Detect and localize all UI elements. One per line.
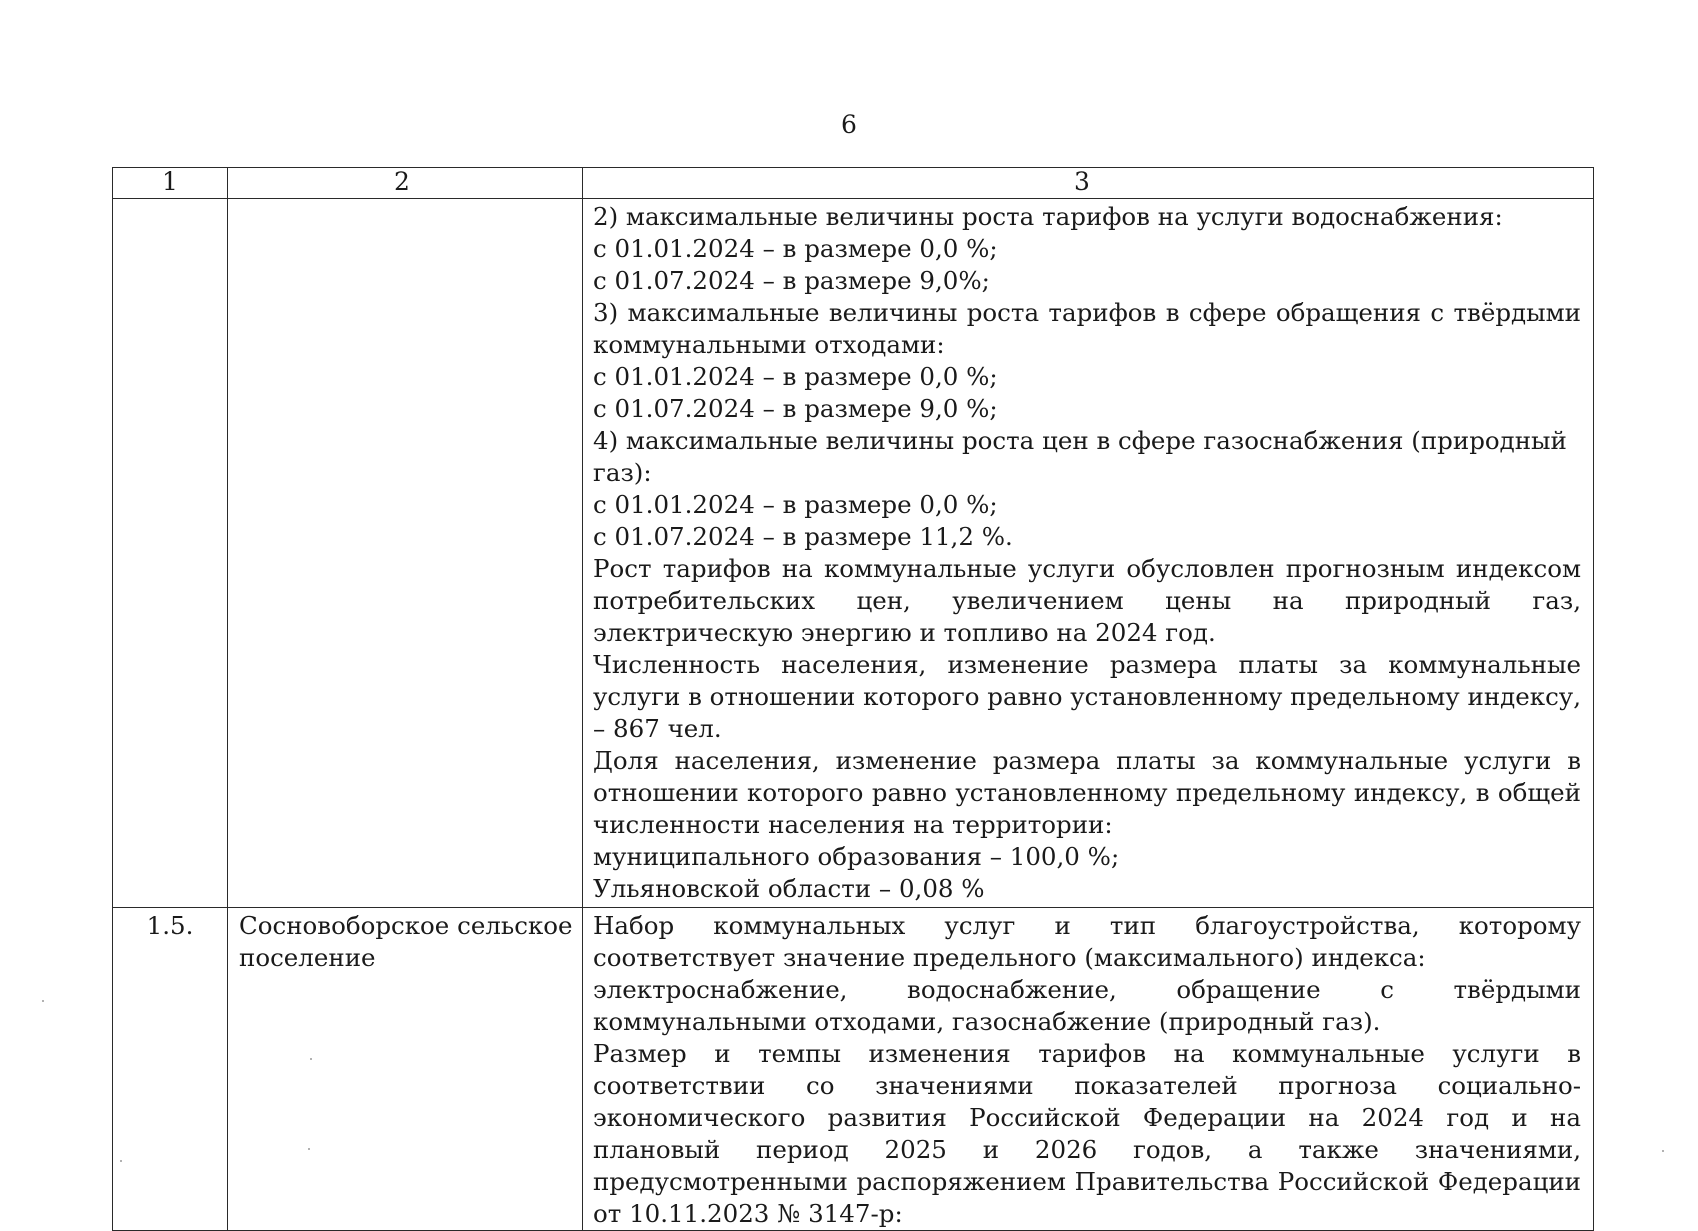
row-number-cell [113,199,228,908]
row-content-cell [583,199,1594,908]
header-col-3: 3 [583,168,1594,199]
scan-speck [42,1000,44,1002]
table-header-row [113,168,1594,199]
content-paragraph: с 01.07.2024 – в размере 9,0%; [593,266,990,295]
content-paragraph: муниципального образования – 100,0 %; [593,842,1120,871]
content-paragraph: Набор коммунальных услуг и тип благоустройства, которому соответствует значение предельного (максимального) индекса: [593,911,1581,972]
content-paragraph: с 01.07.2024 – в размере 11,2 %. [593,522,1013,551]
page-number: 6 [841,110,857,139]
scan-speck [310,1058,312,1060]
header-col-2: 2 [228,168,583,199]
scan-speck [1662,1150,1664,1152]
table-row [113,199,1594,908]
content-paragraph: Рост тарифов на коммунальные услуги обусловлен прогнозным индексом потребительских цен, увеличением цены на природный газ, электрическую энергию и топливо на 2024 год. [593,554,1581,647]
content-paragraph: 3) максимальные величины роста тарифов в сфере обращения с твёрдыми коммунальными отходами: [593,298,1581,359]
tariff-table [112,167,1594,1231]
scan-speck [308,1148,310,1150]
content-paragraph: Размер и темпы изменения тарифов на коммунальные услуги в соответствии со значениями показателей прогноза социально-экономического развития Российской Федерации на 2024 год и на плановый период 2025 и 2026 годов, а также значениями, предусмотренными распоряжением Правительства Российской Федерации от 10.11.2023 № 3147-р: [593,1039,1581,1228]
content-paragraph: Доля населения, изменение размера платы за коммунальные услуги в отношении которого равно установленному предельному индексу, в общей численности населения на территории: [593,746,1581,839]
content-paragraph: с 01.01.2024 – в размере 0,0 %; [593,234,998,263]
row-number-cell: 1.5. [113,908,228,1231]
row-name-cell: Сосновоборское сельское поселение [228,908,583,1231]
content-paragraph: 2) максимальные величины роста тарифов на услуги водоснабжения: [593,202,1503,231]
content-paragraph: с 01.07.2024 – в размере 9,0 %; [593,394,998,423]
header-col-1: 1 [113,168,228,199]
content-paragraph: электроснабжение, водоснабжение, обращение с твёрдыми коммунальными отходами, газоснабжение (природный газ). [593,975,1581,1036]
content-paragraph: с 01.01.2024 – в размере 0,0 %; [593,490,998,519]
row-content-cell [583,908,1594,1231]
content-paragraph: с 01.01.2024 – в размере 0,0 %; [593,362,998,391]
content-paragraph: Численность населения, изменение размера платы за коммунальные услуги в отношении которого равно установленному предельному индексу, – 867 чел. [593,650,1581,743]
row-name-cell [228,199,583,908]
table-row [113,908,1594,1231]
content-paragraph: 4) максимальные величины роста цен в сфере газоснабжения (природный газ): [593,426,1567,487]
scan-speck [120,1160,122,1162]
content-paragraph: Ульяновской области – 0,08 % [593,874,985,903]
